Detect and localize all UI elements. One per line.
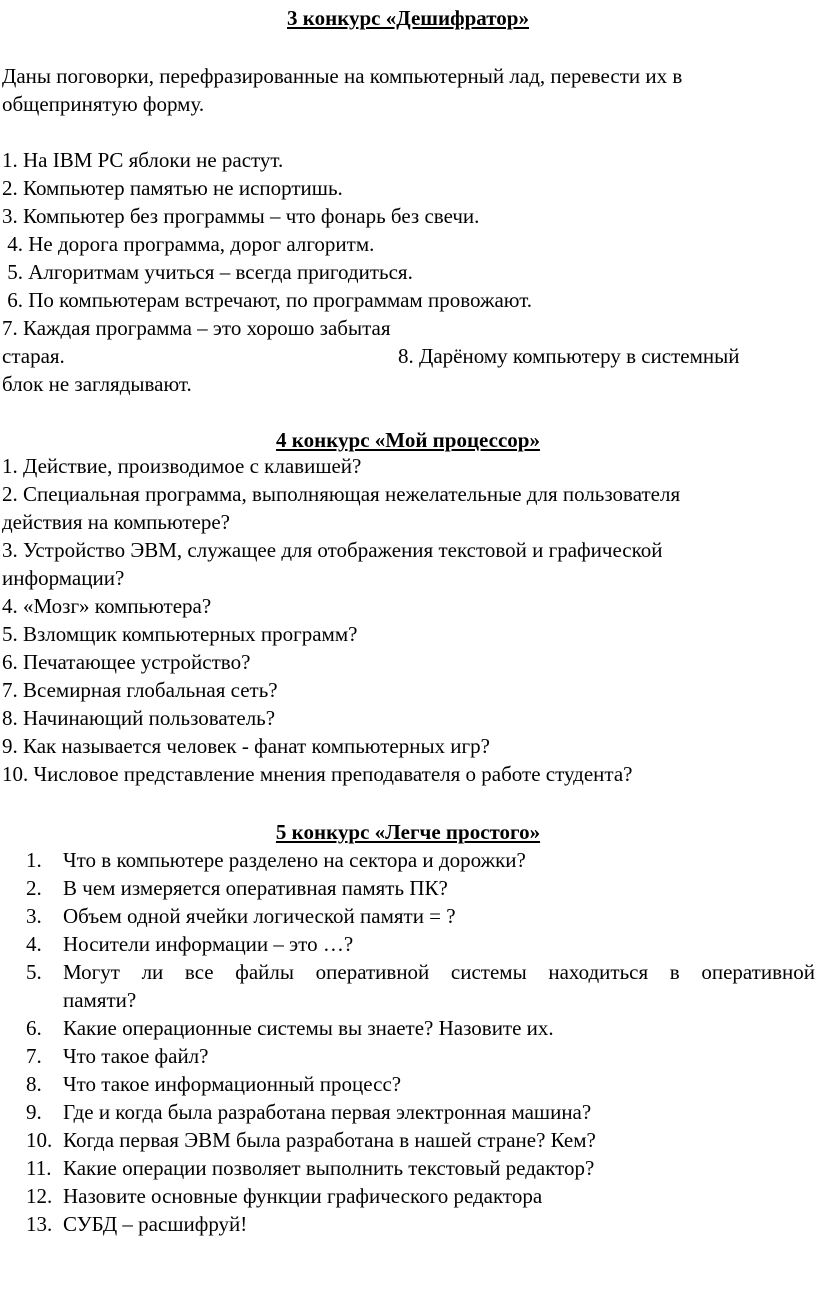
list-item-number: 10. [26, 1128, 53, 1152]
list-item-text: Что такое файл? [63, 1044, 209, 1068]
section-5-title: 5 конкурс «Легче простого» [275, 820, 541, 844]
list-item-number: 13. [26, 1212, 53, 1236]
section-3-item-7: 7. Каждая программа – это хорошо забытая [2, 316, 391, 340]
list-item-number: 8. [26, 1072, 42, 1096]
list-item-number: 2. [26, 876, 42, 900]
section-4-line-4: 3. Устройство ЭВМ, служащее для отображения текстовой и графической [2, 538, 663, 562]
section-3-item-4: 4. Не дорога программа, дорог алгоритм. [2, 232, 375, 256]
list-item-text: В чем измеряется оперативная память ПК? [63, 876, 448, 900]
section-3-item-6: 6. По компьютерам встречают, по программам провожают. [2, 288, 533, 312]
section-3-item-5: 5. Алгоритмам учиться – всегда пригодиться. [2, 260, 413, 284]
section-4-line-6: 4. «Мозг» компьютера? [2, 594, 212, 618]
list-item-number: 3. [26, 904, 42, 928]
section-4-line-3: действия на компьютере? [2, 510, 231, 534]
section-4-line-5: информации? [2, 566, 125, 590]
list-item-text: Какие операционные системы вы знаете? Назовите их. [63, 1016, 554, 1040]
list-item-text: Объем одной ячейки логической памяти = ? [63, 904, 456, 928]
list-item-text: Носители информации – это …? [63, 932, 354, 956]
section-3-title: 3 конкурс «Дешифратор» [287, 6, 529, 30]
list-item-text: Когда первая ЭВМ была разработана в нашей стране? Кем? [63, 1128, 596, 1152]
section-4-title: 4 конкурс «Мой процессор» [276, 428, 540, 452]
list-item-number: 11. [26, 1156, 52, 1180]
section-3-intro-line-1: Даны поговорки, перефразированные на компьютерный лад, перевести их в [2, 64, 683, 88]
section-4-line-2: 2. Специальная программа, выполняющая нежелательные для пользователя [2, 482, 681, 506]
list-item-text: Назовите основные функции графического редактора [63, 1184, 543, 1208]
section-4-line-11: 9. Как называется человек - фанат компьютерных игр? [2, 734, 490, 758]
list-item-number: 4. [26, 932, 42, 956]
list-item-text: Что в компьютере разделено на сектора и дорожки? [63, 848, 526, 872]
section-3-item-1: 1. На IBM PC яблоки не растут. [2, 148, 284, 172]
list-item-number: 7. [26, 1044, 42, 1068]
section-4-line-8: 6. Печатающее устройство? [2, 650, 251, 674]
list-item-text: Где и когда была разработана первая электронная машина? [63, 1100, 592, 1124]
section-4-line-10: 8. Начинающий пользователь? [2, 706, 276, 730]
list-item-number: 1. [26, 848, 42, 872]
section-4-line-1: 1. Действие, производимое с клавишей? [2, 454, 362, 478]
section-4-line-9: 7. Всемирная глобальная сеть? [2, 678, 278, 702]
list-item-text-continuation: памяти? [63, 988, 137, 1012]
list-item-number: 12. [26, 1184, 53, 1208]
section-4-line-7: 5. Взломщик компьютерных программ? [2, 622, 358, 646]
list-item-text: Какие операции позволяет выполнить текстовый редактор? [63, 1156, 595, 1180]
section-3-item-3: 3. Компьютер без программы – что фонарь без свечи. [2, 204, 480, 228]
section-3-item-2: 2. Компьютер памятью не испортишь. [2, 176, 343, 200]
list-item-text: СУБД – расшифруй! [63, 1212, 248, 1236]
list-item-text: Что такое информационный процесс? [63, 1072, 402, 1096]
list-item-number: 9. [26, 1100, 42, 1124]
section-3-item-7-continuation: старая. [2, 344, 65, 368]
list-item-text: Могут ли все файлы оперативной системы находиться в оперативной [63, 960, 815, 984]
list-item-number: 5. [26, 960, 42, 984]
section-3-intro-line-2: общепринятую форму. [2, 92, 205, 116]
section-4-line-12: 10. Числовое представление мнения преподавателя о работе студента? [2, 762, 633, 786]
section-3-item-8: 8. Дарёному компьютеру в системный [398, 344, 740, 368]
section-3-item-8-continuation: блок не заглядывают. [2, 372, 192, 396]
list-item-number: 6. [26, 1016, 42, 1040]
